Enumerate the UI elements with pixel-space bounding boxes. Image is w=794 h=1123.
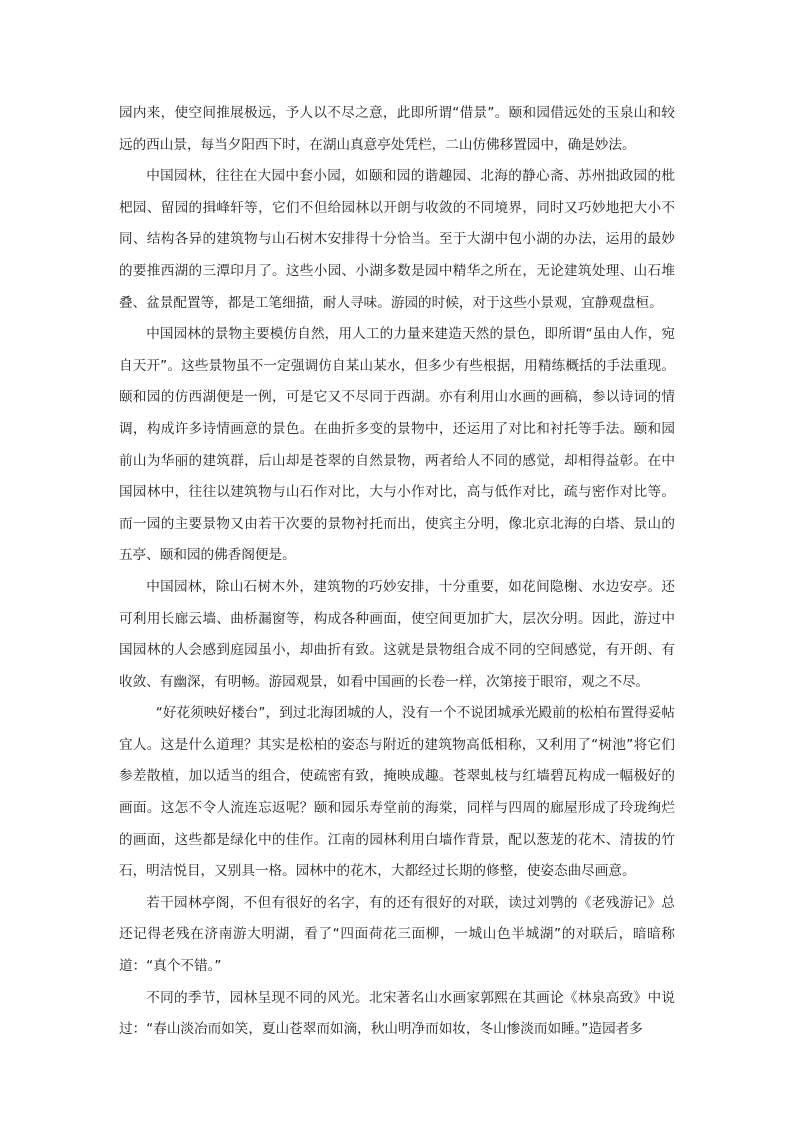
paragraph-flowers-and-trees: “好花须映好楼台”，到过北海团城的人，没有一个不说团城承光殿前的松柏布置得妥帖宜人。这是什么道理？其实是松柏的姿态与附近的建筑物高低相称，又利用了“树池”将它们参差散植，加以适当的组合，使疏密有致，掩映成趣。苍翠虬枝与红墙碧瓦构成一幅极好的画面。这怎不令人流连忘返呢？颐和园乐寿堂前的海棠，同样与四周的廊屋形成了玲珑绚烂的画面，这些都是绿化中的佳作。江南的园林利用白墙作背景，配以葱茏的花木、清拔的竹石，明洁悦目，又别具一格。园林中的花木，大都经过长期的修整，使姿态曲尽画意。: [119, 705, 675, 880]
document-body: [119, 98, 675, 1046]
paragraph-borrowed-scenery: 园内来，使空间推展极远，予人以不尽之意，此即所谓“借景”。颐和园借远处的玉泉山和较远的西山景，每当夕阳西下时，在湖山真意亭处凭栏，二山仿佛移置园中，确是妙法。: [119, 105, 675, 153]
paragraph-pavilion-couplets: 若干园林亭阁，不但有很好的名字，有的还有很好的对联，读过刘鹗的《老残游记》总还记得老残在济南游大明湖，看了“四面荷花三面柳，一城山色半城湖”的对联后，暗暗称道：“真个不错。”: [119, 894, 675, 975]
paragraph-imitating-nature: 中国园林的景物主要模仿自然，用人工的力量来建造天然的景色，即所谓“虽由人作，宛自天开”。这些景物虽不一定强调仿自某山某水，但多少有些根据，用精练概括的手法重现。颐和园的仿西湖便是一例，可是它又不尽同于西湖。亦有利用山水画的画稿，参以诗词的情调，构成许多诗情画意的景色。在曲折多变的景物中，还运用了对比和衬托等手法。颐和园前山为华丽的建筑群，后山却是苍翠的自然景物，两者给人不同的感觉，却相得益彰。在中国园林中，往往以建筑物与山石作对比，大与小作对比，高与低作对比，疏与密作对比等。而一园的主要景物又由若干次要的景物衬托而出，使宾主分明，像北京北海的白塔、景山的五亭、颐和园的佛香阁便是。: [119, 326, 675, 564]
paragraph-architecture-arrangement: 中国园林，除山石树木外，建筑物的巧妙安排，十分重要，如花间隐榭、水边安亭。还可利用长廊云墙、曲桥漏窗等，构成各种画面，使空间更加扩大，层次分明。因此，游过中国园林的人会感到庭园虽小，却曲折有致。这就是景物组合成不同的空间感觉，有开朗、有收敛、有幽深，有明畅。游园观景，如看中国画的长卷一样，次第接于眼帘，观之不尽。: [119, 578, 675, 690]
paragraph-seasons: 不同的季节，园林呈现不同的风光。北宋著名山水画家郭熙在其画论《林泉高致》中说过：“春山淡冶而如笑，夏山苍翠而如滴，秋山明净而如妆，冬山惨淡而如睡。”造园者多: [119, 989, 675, 1038]
paragraph-gardens-within-gardens: 中国园林，往往在大园中套小园，如颐和园的谐趣园、北海的静心斋、苏州拙政园的枇杷园、留园的揖峰轩等，它们不但给园林以开朗与收敛的不同境界，同时又巧妙地把大小不同、结构各异的建筑物与山石树木安排得十分恰当。至于大湖中包小湖的办法，运用的最妙的要推西湖的三潭印月了。这些小园、小湖多数是园中精华之所在，无论建筑处理、山石堆叠、盆景配置等，都是工笔细描，耐人寻味。游园的时候，对于这些小景观，宜静观盘桓。: [119, 168, 675, 311]
